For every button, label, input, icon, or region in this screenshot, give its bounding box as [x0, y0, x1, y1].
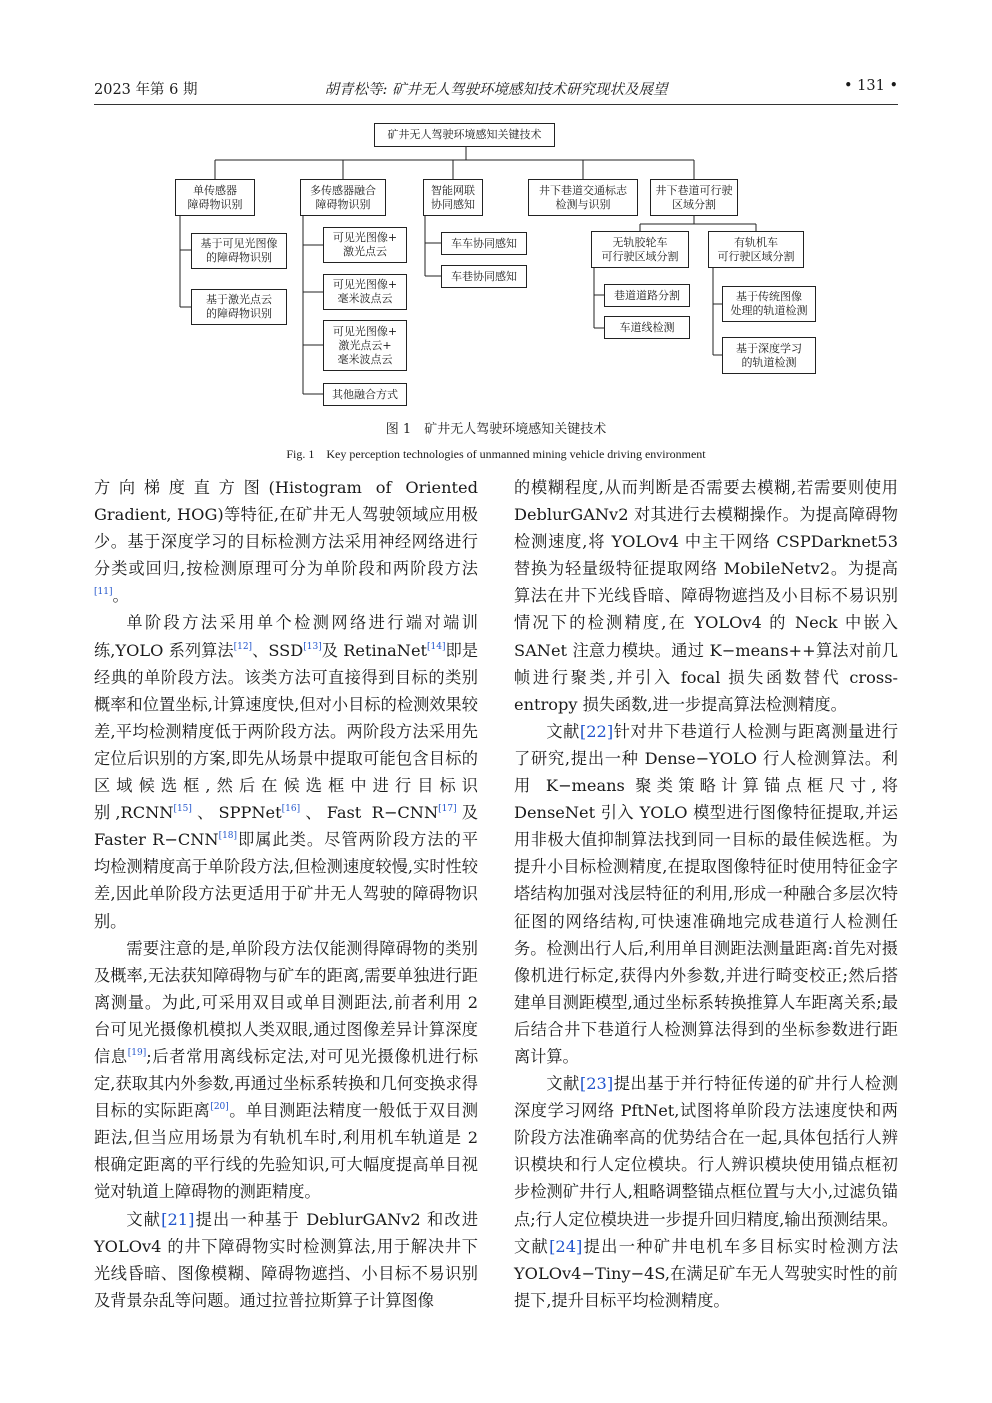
citation[interactable]: [19] [127, 1047, 147, 1058]
citation[interactable]: [15] [173, 804, 192, 815]
paragraph-text: 单阶段方法采用单个检测网络进行端对端训练,YOLO 系列算法 [94, 613, 478, 660]
paragraph [94, 935, 478, 1206]
citation[interactable]: [11] [94, 587, 113, 598]
citation[interactable]: [17] [438, 804, 457, 815]
node-traffic-sign: 井下巷道交通标志 检测与识别 [528, 179, 638, 216]
node-single-sensor: 单传感器 障碍物识别 [175, 179, 255, 216]
figure-connectors [0, 0, 992, 420]
node-fusion-image-lidar-radar: 可见光图像+ 激光点云+ 毫米波点云 [323, 320, 407, 371]
paragraph-text: 、SPPNet [191, 803, 282, 823]
paragraph-text: 。单目测距法精度一般低于双目测距法,但当应用场景为有轨机车时,利用机车轨道是 2 根确定距离的平行线的先验知识,可大幅度提高单目视觉对轨道上障碍物的测距精度。 [94, 1101, 479, 1202]
citation[interactable]: [20] [210, 1102, 229, 1113]
paragraph-text: 即属此类。尽管两阶段方法的平均检测精度高于单阶段方法,但检测速度较慢,实时性较差,因此单阶段方法更适用于矿井无人驾驶的障碍物识别。 [94, 830, 479, 931]
figure-caption-cn: 图 1 矿井无人驾驶环境感知关键技术 [385, 422, 607, 437]
diagram-root-node: 矿井无人驾驶环境感知关键技术 [374, 123, 555, 147]
paragraph-text: 方向梯度直方图(Histogram of Oriented Gradient, HOG)等特征,在矿井无人驾驶领域应用极少。基于深度学习的目标检测方法采用神经网络进行分类或回归,按检测原理可分为单阶段和两阶段方法 [94, 478, 478, 579]
citation[interactable]: [12] [233, 641, 253, 652]
paragraph-text: 及 Faster R−CNN [94, 803, 478, 850]
node-vehicle-vehicle: 车车协同感知 [441, 232, 527, 255]
paragraph-text: 需要注意的是,单阶段方法仅能测得障碍物的类别及概率,无法获知障碍物与矿车的距离,需要单独进行距离测量。为此,可采用双目或单目测距法,前者利用 2 台可见光摄像机模拟人类双眼,通过图像差异计算深度信息 [94, 938, 478, 1066]
node-traditional-track-detection: 基于传统图像 处理的轨道检测 [722, 286, 816, 322]
paragraph-text: 文献 [126, 1209, 162, 1229]
node-multi-sensor-fusion: 多传感器融合 障碍物识别 [300, 179, 386, 216]
citation[interactable]: [22] [579, 721, 614, 741]
running-title: 胡青松等: 矿井无人驾驶环境感知技术研究现状及展望 [324, 82, 668, 98]
node-deep-track-detection: 基于深度学习 的轨道检测 [722, 337, 816, 374]
paragraph [94, 609, 478, 934]
node-fusion-other: 其他融合方式 [323, 383, 407, 406]
paragraph-text: 针对井下巷道行人检测与距离测量进行了研究,提出一种 Dense−YOLO 行人检测算法。利用 K−means 聚类策略计算锚点框尺寸,将 DenseNet 引入 YOLO 模型进行图像特征提取,并运用非极大值抑制算法找到同一目标的最佳候选框。为提升小目标检测精度,在提取图像特征时使用特征金字塔结构加强对浅层特征的利用,形成一种融合多层次特征图的网络结构,可快速准确地完成巷道行人检测任务。检测出行人后,利用单目测距法测量距离:首先对摄像机进行标定,获得内外参数,并进行畸变校正;然后搭建单目测距模型,通过坐标系转换推算人车距离关系;最后结合井下巷道行人检测算法得到的坐标参数进行距离计算。 [514, 721, 899, 1066]
paragraph [514, 474, 898, 718]
node-drivable-area: 井下巷道可行驶 区域分割 [650, 179, 738, 216]
paragraph-text: 、SSD [252, 640, 304, 660]
node-lane-detection: 车道线检测 [604, 316, 690, 339]
right-column [514, 474, 898, 1314]
paragraph-text: ;后者常用离线标定法,对可见光摄像机进行标定,获取其内外参数,再通过坐标系转换和几何变换求得目标的实际距离 [94, 1046, 479, 1121]
paragraph-text: 文献 [546, 1074, 580, 1094]
figure-caption-en: Fig. 1 Key perception technologies of unmanned mining vehicle driving environment [286, 447, 706, 461]
node-visible-image-obstacle: 基于可见光图像 的障碍物识别 [191, 233, 287, 269]
paragraph-text: 提出一种基于 DeblurGANv2 和改进 YOLOv4 的井下障碍物实时检测算法,用于解决井下光线昏暗、图像模糊、障碍物遮挡、小目标不易识别及背景杂乱等问题。通过拉普拉斯算子计算图像 [94, 1209, 479, 1310]
node-fusion-image-lidar: 可见光图像+ 激光点云 [323, 227, 407, 263]
paragraph [94, 1206, 478, 1314]
citation[interactable]: [14] [427, 641, 446, 652]
citation[interactable]: [16] [281, 804, 301, 815]
paragraph-text: 及 RetinaNet [321, 640, 428, 660]
issue-label: 2023 年第 6 期 [94, 82, 198, 98]
node-lidar-obstacle: 基于激光点云 的障碍物识别 [191, 289, 287, 325]
paragraph [94, 474, 478, 609]
paragraph-text: 的模糊程度,从而判断是否需要去模糊,若需要则使用 DeblurGANv2 对其进行去模糊操作。为提高障碍物检测速度,将 YOLOv4 中主干网络 CSPDarknet53 替换为轻量级特征提取网络 MobileNetv2。为提高算法在井下光线昏暗、障碍物遮挡及小目标不易识别情况下的检测精度,在 YOLOv4 的 Neck 中嵌入 SANet 注意力模块。通过 K−means++算法对前几帧进行聚类,并引入 focal 损失函数替代 cross-entropy 损失函数,进一步提高算法检测精度。 [514, 478, 898, 714]
citation[interactable]: [18] [218, 831, 238, 842]
citation[interactable]: [24] [549, 1236, 583, 1256]
paragraph [514, 1070, 898, 1314]
paragraph-text: 文献 [546, 721, 580, 741]
paragraph-text: 。 [112, 586, 129, 606]
left-column [94, 474, 478, 1314]
citation[interactable]: [13] [303, 641, 322, 652]
paragraph [514, 718, 898, 1070]
paragraph-text: 提出基于并行特征传递的矿井行人检测深度学习网络 PftNet,试图将单阶段方法速度快和两阶段方法准确率高的优势结合在一起,具体包括行人辨识模块和行人定位模块。行人辨识模块使用锚点框初步检测矿井行人,粗略调整锚点框位置与大小,过滤负锚点;行人定位模块进一步提升回归精度,输出预测结果。文献 [514, 1074, 899, 1256]
node-fusion-image-radar: 可见光图像+ 毫米波点云 [323, 274, 407, 310]
node-trackless-vehicle: 无轨胶轮车 可行驶区域分割 [591, 231, 689, 268]
paragraph-text: 提出一种矿井电机车多目标实时检测方法 YOLOv4−Tiny−4S,在满足矿车无人驾驶实时性的前提下,提升目标平均检测精度。 [514, 1236, 899, 1310]
page-number: • 131 • [844, 78, 898, 94]
node-vehicle-roadway: 车巷协同感知 [441, 265, 527, 288]
node-railed-locomotive: 有轨机车 可行驶区域分割 [708, 231, 804, 268]
citation[interactable]: [23] [579, 1074, 614, 1094]
node-road-segmentation: 巷道道路分割 [604, 284, 690, 307]
paragraph-text: 即是经典的单阶段方法。该类方法可直接得到目标的类别概率和位置坐标,计算速度快,但对小目标的检测效果较差,平均检测精度低于两阶段方法。两阶段方法采用先定位后识别的方案,即先从场景中提取可能包含目标的区域候选框,然后在候选框中进行目标识别,RCNN [94, 640, 479, 823]
node-connected-sensing: 智能网联 协同感知 [423, 179, 483, 216]
citation[interactable]: [21] [161, 1209, 195, 1229]
paragraph-text: 、Fast R−CNN [300, 803, 439, 823]
